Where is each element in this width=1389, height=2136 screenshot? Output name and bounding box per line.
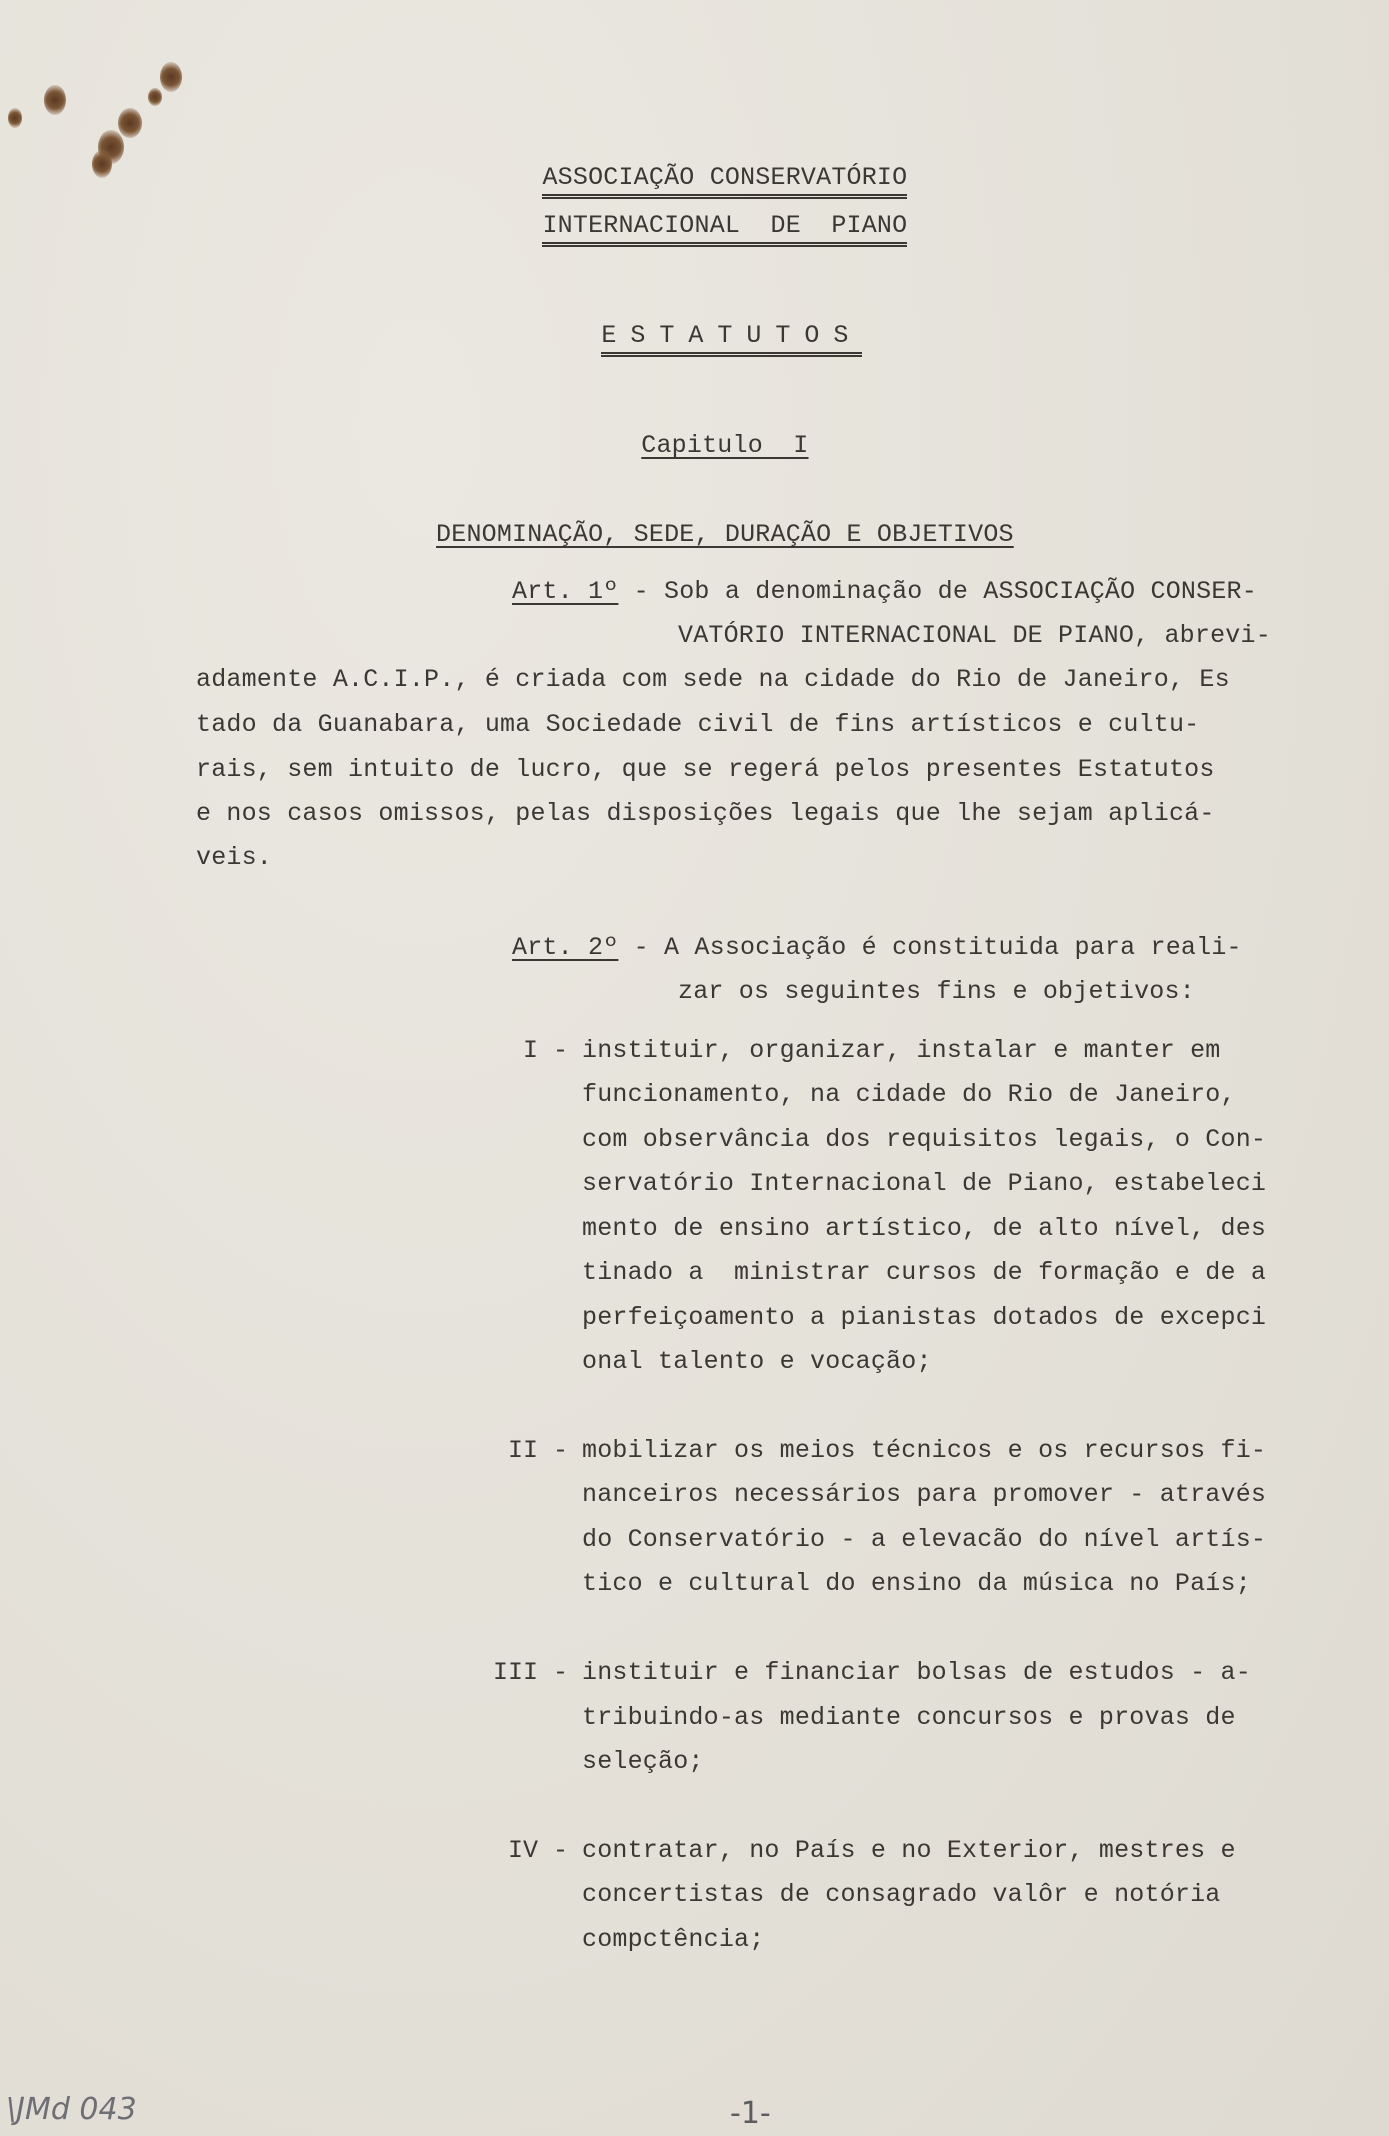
item-line: mobilizar os meios técnicos e os recursos fi- — [582, 1436, 1267, 1465]
article-1-line: rais, sem intuito de lucro, que se regerá pelos presentes Estatutos — [196, 755, 1215, 784]
item-line: nanceiros necessários para promover - através — [582, 1480, 1267, 1509]
handwritten-reference: \JMd 043 — [6, 2092, 137, 2127]
item-line: perfeiçoamento a pianistas dotados de excepci — [582, 1303, 1267, 1332]
chapter-heading-text: DENOMINAÇÃO, SEDE, DURAÇÃO E OBJETIVOS — [436, 520, 1014, 549]
article-2-first-line — [512, 933, 1242, 963]
item-line: instituir e financiar bolsas de estudos - a- — [582, 1658, 1251, 1687]
item-numeral: I - — [522, 1036, 568, 1065]
item-line: com observância dos requisitos legais, o Con- — [582, 1125, 1267, 1154]
article-1-line: - Sob a denominação de ASSOCIAÇÃO CONSER- — [618, 577, 1257, 606]
item-numeral: III - — [492, 1658, 568, 1687]
article-2-line: zar os seguintes fins e objetivos: — [678, 977, 1195, 1006]
item-line: mento de ensino artístico, de alto nível, des — [582, 1214, 1267, 1243]
item-line: tribuindo-as mediante concursos e provas de — [582, 1703, 1236, 1732]
item-numeral: IV - — [507, 1836, 568, 1865]
org-name-line-1-text: ASSOCIAÇÃO CONSERVATÓRIO — [542, 163, 907, 199]
org-name-line-2 — [0, 181, 1389, 277]
chapter-title-text: Capitulo I — [641, 431, 809, 460]
item-numeral: II - — [507, 1436, 568, 1465]
document-title — [0, 291, 1389, 387]
article-1-first-line — [512, 577, 1257, 607]
article-1-line: VATÓRIO INTERNACIONAL DE PIANO, abrevi- — [678, 621, 1271, 650]
org-name-line-2-text: INTERNACIONAL DE PIANO — [542, 211, 907, 247]
article-1-line: adamente A.C.I.P., é criada com sede na cidade do Rio de Janeiro, Es — [196, 665, 1230, 694]
article-1-line: tado da Guanabara, uma Sociedade civil de fins artísticos e cultu- — [196, 710, 1200, 739]
article-1-line: veis. — [196, 843, 273, 872]
item-line: tinado a ministrar cursos de formação e de a — [582, 1258, 1267, 1287]
item-line: tico e cultural do ensino da música no País; — [582, 1569, 1251, 1598]
document-title-text: ESTATUTOS — [601, 321, 862, 357]
item-line: instituir, organizar, instalar e manter em — [582, 1036, 1221, 1065]
article-1-line: e nos casos omissos, pelas disposições legais que lhe sejam aplicá- — [196, 799, 1215, 828]
item-line: funcionamento, na cidade do Rio de Janeiro, — [582, 1080, 1236, 1109]
item-line: contratar, no País e no Exterior, mestres e — [582, 1836, 1236, 1865]
item-line: onal talento e vocação; — [582, 1347, 932, 1376]
page-number: -1- — [730, 2096, 771, 2131]
item-line: compctência; — [582, 1925, 765, 1954]
article-2-line: - A Associação é constituida para reali- — [618, 933, 1242, 962]
article-1-label: Art. 1º — [512, 577, 619, 606]
article-2-label: Art. 2º — [512, 933, 619, 962]
chapter-title — [0, 401, 1389, 491]
item-line: seleção; — [582, 1747, 704, 1776]
item-line: concertistas de consagrado valôr e notória — [582, 1880, 1221, 1909]
item-line: do Conservatório - a elevacão do nível artís- — [582, 1525, 1267, 1554]
item-line: servatório Internacional de Piano, estabeleci — [582, 1169, 1267, 1198]
chapter-heading — [0, 490, 1389, 580]
